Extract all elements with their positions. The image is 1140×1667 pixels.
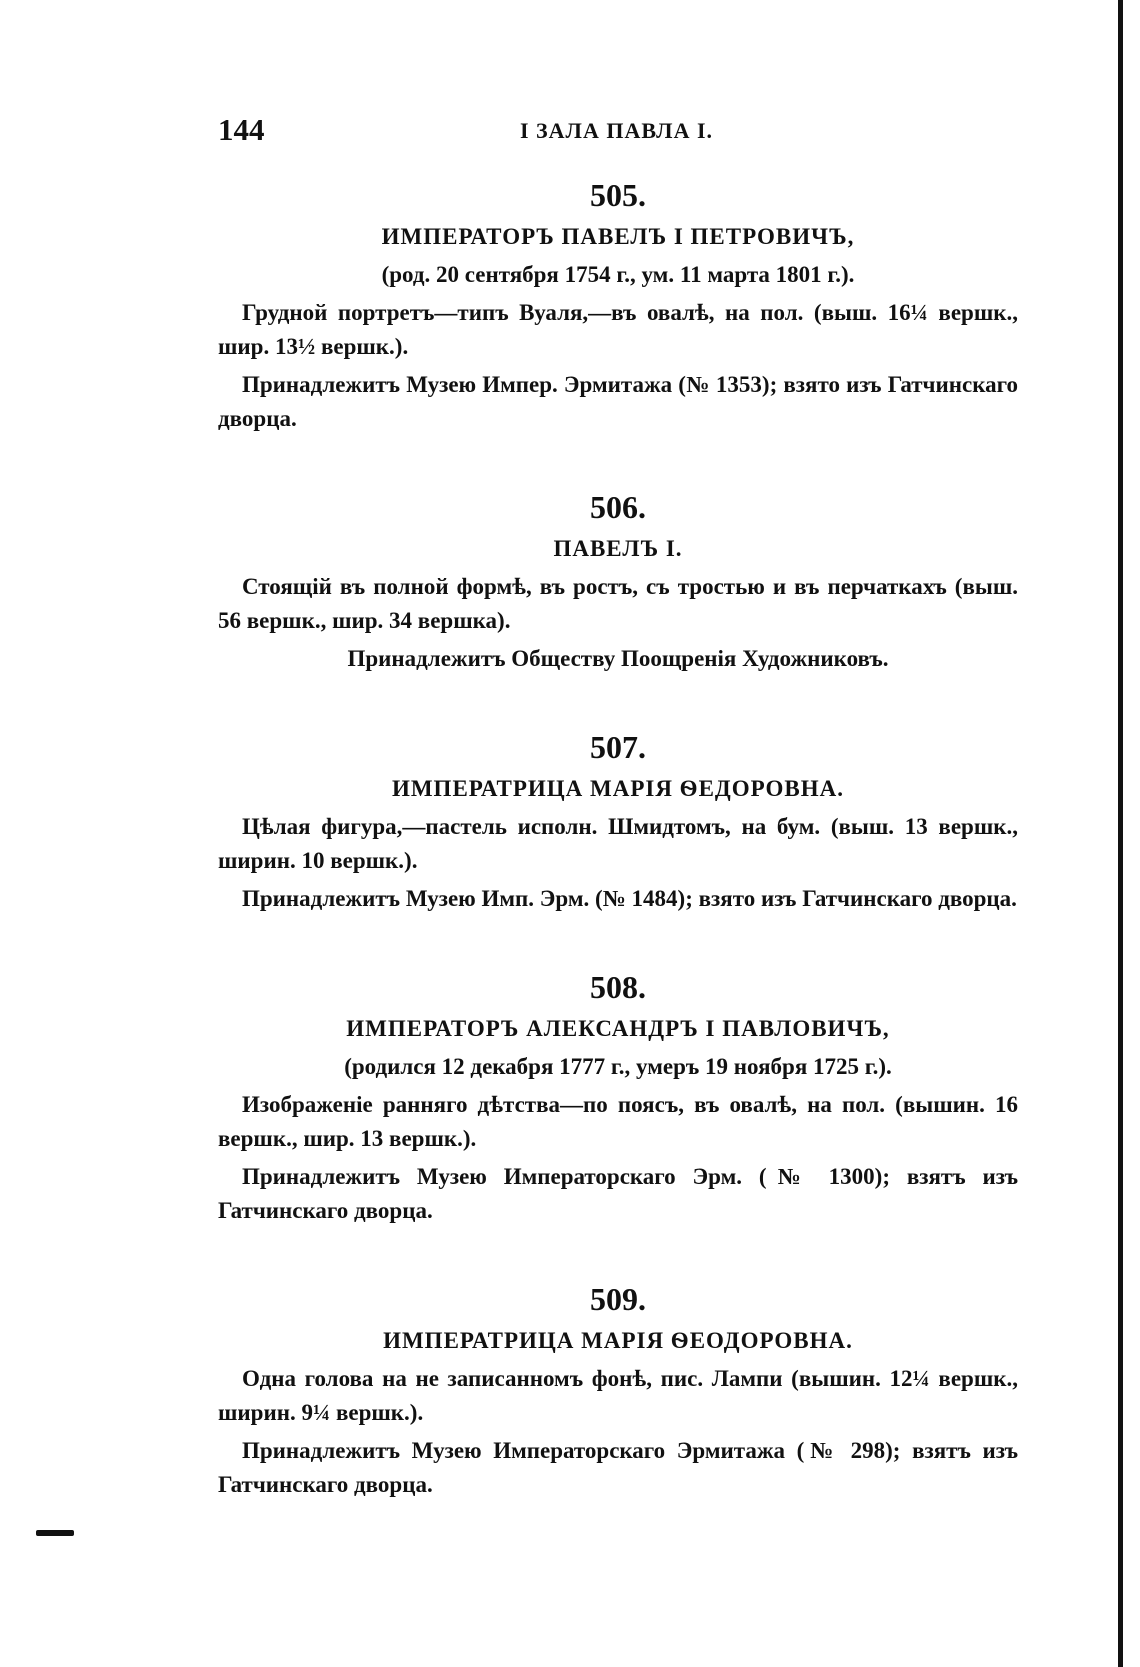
entry-title: ИМПЕРАТОРЪ АЛЕКСАНДРЪ I ПАВЛОВИЧЪ, — [346, 1016, 890, 1041]
running-head: I ЗАЛА ПАВЛА I. — [520, 118, 714, 143]
entry-description: Цѣлая фигура,—пастель исполн. Шмидтомъ, на бум. (выш. 13 вершк., ширин. 10 вершк.). — [218, 814, 1018, 873]
catalog-entry-508 — [218, 968, 1018, 1228]
catalog-entry-507 — [218, 728, 1018, 916]
entry-provenance: Принадлежитъ Музею Имп. Эрм. (№ 1484); взято изъ Гатчинскаго дворца. — [242, 886, 1017, 911]
entry-title: ИМПЕРАТРИЦА МАРІЯ ѲЕДОРОВНА. — [391, 776, 845, 801]
entry-title: ПАВЕЛЪ I. — [553, 536, 683, 561]
entry-number: 507. — [590, 729, 646, 765]
catalog-entry-505 — [218, 176, 1018, 436]
entry-description: Стоящій въ полной формѣ, въ ростъ, съ тростью и въ перчаткахъ (выш. 56 вершк., шир. 34 вершка). — [218, 574, 1018, 633]
entry-number: 509. — [590, 1281, 646, 1317]
entry-number: 505. — [590, 177, 646, 213]
entry-title: ИМПЕРАТРИЦА МАРІЯ ѲЕОДОРОВНА. — [383, 1328, 853, 1353]
entry-provenance: Принадлежитъ Музею Императорскаго Эрм. (№ 1300); взятъ изъ Гатчинскаго дворца. — [218, 1164, 1018, 1223]
catalog-entry-506 — [218, 488, 1018, 676]
entry-description: Изображеніе ранняго дѣтства—по поясъ, въ овалѣ, на пол. (вышин. 16 вершк., шир. 13 вершк.). — [218, 1092, 1018, 1151]
entry-provenance: Принадлежитъ Музею Императорскаго Эрмитажа (№ 298); взятъ изъ Гатчинскаго дворца. — [218, 1438, 1018, 1497]
catalog-entry-509 — [218, 1280, 1018, 1502]
entry-title: ИМПЕРАТОРЪ ПАВЕЛЪ I ПЕТРОВИЧЪ, — [381, 224, 855, 249]
entry-provenance: Принадлежитъ Музею Импер. Эрмитажа (№ 1353); взято изъ Гатчинскаго дворца. — [218, 372, 1018, 431]
entry-dates: (род. 20 сентября 1754 г., ум. 11 марта 1801 г.). — [381, 262, 855, 287]
entry-number: 506. — [590, 489, 646, 525]
page-number: 144 — [218, 112, 265, 147]
entry-provenance: Принадлежитъ Обществу Поощренія Художниковъ. — [347, 646, 889, 671]
margin-mark — [36, 1530, 74, 1536]
page-edge-rule — [1118, 0, 1123, 1667]
entry-description: Одна голова на не записанномъ фонѣ, пис. Лампи (вышин. 12¼ вершк., ширин. 9¼ вершк.). — [218, 1366, 1018, 1425]
entry-dates: (родился 12 декабря 1777 г., умеръ 19 ноября 1725 г.). — [344, 1054, 892, 1079]
catalog-text — [218, 176, 1018, 1502]
entry-description: Грудной портретъ—типъ Вуаля,—въ овалѣ, на пол. (выш. 16¼ вершк., шир. 13½ вершк.). — [218, 300, 1018, 359]
entry-number: 508. — [590, 969, 646, 1005]
